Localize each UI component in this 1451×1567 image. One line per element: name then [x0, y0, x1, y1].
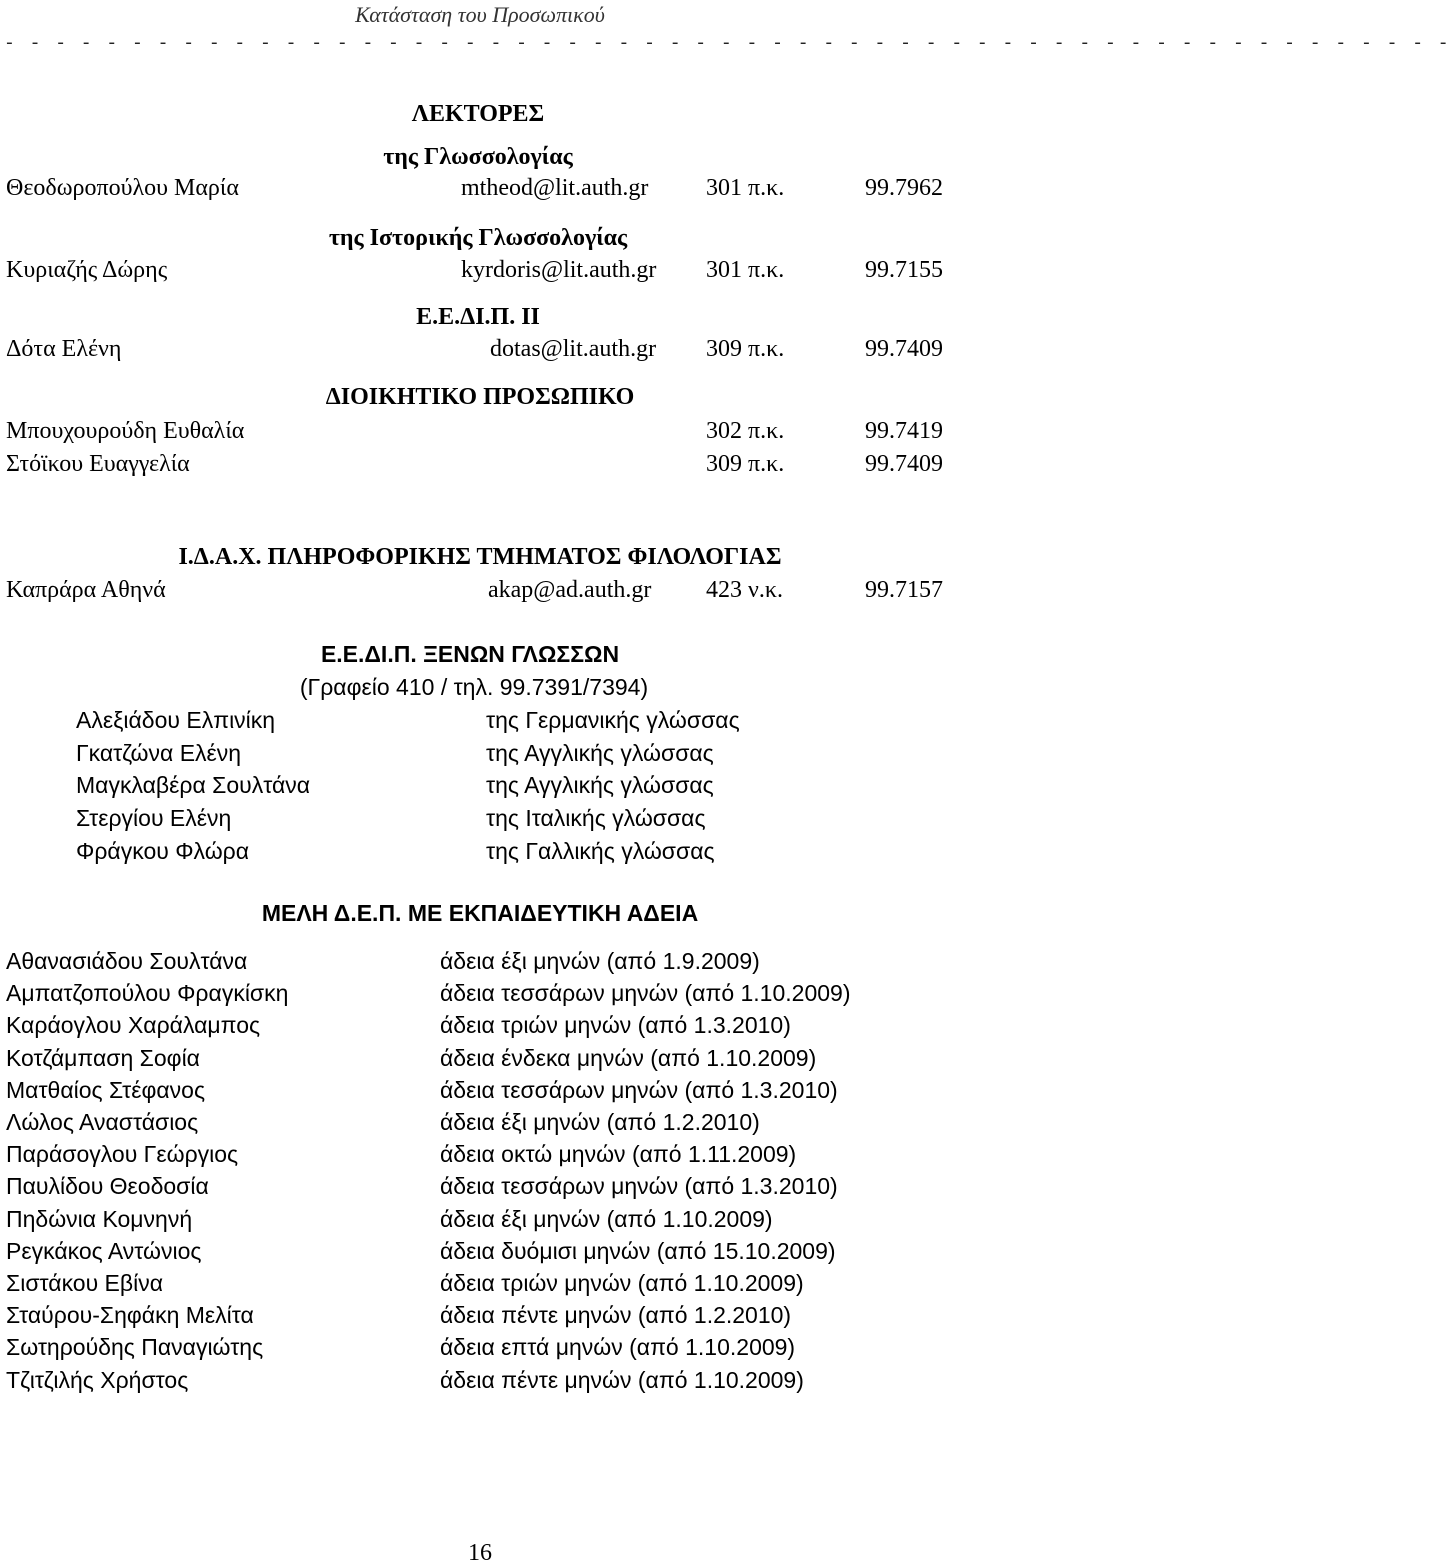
leave-staff-name: Παράσογλου Γεώργιος: [6, 1141, 239, 1167]
staff-email[interactable]: akap@ad.auth.gr: [488, 577, 652, 603]
foreign-staff-language: της Ιταλικής γλώσσας: [486, 805, 706, 831]
staff-email[interactable]: dotas@lit.auth.gr: [490, 336, 657, 362]
staff-office: 301 π.κ.: [706, 257, 785, 283]
staff-phone: 99.7157: [865, 577, 943, 603]
admin-heading: ΔΙΟΙΚΗΤΙΚΟ ΠΡΟΣΩΠΙΚΟ: [325, 384, 635, 410]
staff-name: Κυριαζής Δώρης: [6, 257, 168, 283]
foreign-staff-language: της Γερμανικής γλώσσας: [486, 707, 740, 733]
foreign-subheading: (Γραφείο 410 / τηλ. 99.7391/7394): [299, 674, 649, 700]
staff-office: 301 π.κ.: [706, 175, 785, 201]
running-header: Κατάσταση του Προσωπικού: [355, 2, 605, 27]
foreign-staff-language: της Αγγλικής γλώσσας: [486, 740, 714, 766]
leave-status: άδεια έξι μηνών (από 1.10.2009): [440, 1206, 773, 1232]
staff-name: Καπράρα Αθηνά: [6, 577, 166, 603]
staff-name: Θεοδωροπούλου Μαρία: [6, 175, 239, 201]
leave-staff-name: Τζιτζιλής Χρήστος: [6, 1367, 189, 1393]
leave-staff-name: Σταύρου-Σηφάκη Μελίτα: [6, 1302, 254, 1328]
leave-staff-name: Καράογλου Χαράλαμπος: [6, 1012, 261, 1038]
lecturers-subheading-2: της Ιστορικής Γλωσσολογίας: [328, 225, 628, 251]
leave-status: άδεια δυόμισι μηνών (από 15.10.2009): [440, 1238, 836, 1264]
leave-staff-name: Ματθαίος Στέφανος: [6, 1077, 206, 1103]
leave-staff-name: Αμπατζοπούλου Φραγκίσκη: [6, 980, 289, 1006]
staff-email[interactable]: kyrdoris@lit.auth.gr: [461, 257, 657, 283]
leave-staff-name: Παυλίδου Θεοδοσία: [6, 1173, 209, 1199]
header-separator: - - - - - - - - - - - - - - - - - - - - - - - - - - - - - - - - - - - - - - - - - - - - - - - - - - - - - - - - -: [4, 34, 1451, 54]
idax-heading: Ι.Δ.Α.Χ. ΠΛΗΡΟΦΟΡΙΚΗΣ ΤΜΗΜΑΤΟΣ ΦΙΛΟΛΟΓΙΑΣ: [178, 544, 782, 570]
leave-status: άδεια πέντε μηνών (από 1.2.2010): [440, 1302, 792, 1328]
leave-status: άδεια οκτώ μηνών (από 1.11.2009): [440, 1141, 797, 1167]
foreign-staff-language: της Γαλλικής γλώσσας: [486, 838, 715, 864]
lecturers-subheading-3: Ε.Ε.ΔΙ.Π. ΙΙ: [416, 304, 540, 330]
staff-office: 423 ν.κ.: [706, 577, 783, 603]
staff-name: Μπουχουρούδη Ευθαλία: [6, 418, 245, 444]
foreign-staff-name: Γκατζώνα Ελένη: [76, 740, 242, 766]
staff-office: 309 π.κ.: [706, 336, 785, 362]
staff-phone: 99.7155: [865, 257, 943, 283]
foreign-staff-language: της Αγγλικής γλώσσας: [486, 772, 714, 798]
lecturers-heading: ΛΕΚΤΟΡΕΣ: [411, 101, 545, 127]
leave-status: άδεια τριών μηνών (από 1.3.2010): [440, 1012, 791, 1038]
foreign-staff-name: Μαγκλαβέρα Σουλτάνα: [76, 772, 311, 798]
staff-office: 302 π.κ.: [706, 418, 785, 444]
staff-email[interactable]: mtheod@lit.auth.gr: [461, 175, 649, 201]
leave-status: άδεια τεσσάρων μηνών (από 1.3.2010): [440, 1077, 838, 1103]
page-number: 16: [468, 1540, 492, 1566]
staff-phone: 99.7409: [865, 336, 943, 362]
leave-status: άδεια τεσσάρων μηνών (από 1.3.2010): [440, 1173, 838, 1199]
leave-status: άδεια επτά μηνών (από 1.10.2009): [440, 1334, 796, 1360]
leave-status: άδεια έξι μηνών (από 1.2.2010): [440, 1109, 760, 1135]
foreign-staff-name: Στεργίου Ελένη: [76, 805, 232, 831]
staff-name: Στόϊκου Ευαγγελία: [6, 451, 190, 477]
leave-status: άδεια πέντε μηνών (από 1.10.2009): [440, 1367, 804, 1393]
staff-phone: 99.7419: [865, 418, 943, 444]
staff-phone: 99.7409: [865, 451, 943, 477]
foreign-heading: Ε.Ε.ΔΙ.Π. ΞΕΝΩΝ ΓΛΩΣΣΩΝ: [320, 641, 620, 667]
leave-status: άδεια τεσσάρων μηνών (από 1.10.2009): [440, 980, 851, 1006]
leave-staff-name: Αθανασιάδου Σουλτάνα: [6, 948, 248, 974]
leave-status: άδεια έξι μηνών (από 1.9.2009): [440, 948, 760, 974]
foreign-staff-name: Φράγκου Φλώρα: [76, 838, 250, 864]
leave-status: άδεια ένδεκα μηνών (από 1.10.2009): [440, 1045, 817, 1071]
leave-staff-name: Σιστάκου Εβίνα: [6, 1270, 164, 1296]
leave-staff-name: Λώλος Αναστάσιος: [6, 1109, 199, 1135]
leave-staff-name: Κοτζάμπαση Σοφία: [6, 1045, 200, 1071]
lecturers-subheading-1: της Γλωσσολογίας: [383, 144, 573, 170]
leave-staff-name: Πηδώνια Κομνηνή: [6, 1206, 193, 1232]
leave-staff-name: Ρεγκάκος Αντώνιος: [6, 1238, 202, 1264]
foreign-staff-name: Αλεξιάδου Ελπινίκη: [76, 707, 276, 733]
staff-phone: 99.7962: [865, 175, 943, 201]
leave-status: άδεια τριών μηνών (από 1.10.2009): [440, 1270, 804, 1296]
leave-heading: ΜΕΛΗ Δ.Ε.Π. ΜΕ ΕΚΠΑΙΔΕΥΤΙΚΗ ΑΔΕΙΑ: [261, 900, 699, 926]
leave-staff-name: Σωτηρούδης Παναγιώτης: [6, 1334, 264, 1360]
staff-office: 309 π.κ.: [706, 451, 785, 477]
staff-name: Δότα Ελένη: [6, 336, 122, 362]
